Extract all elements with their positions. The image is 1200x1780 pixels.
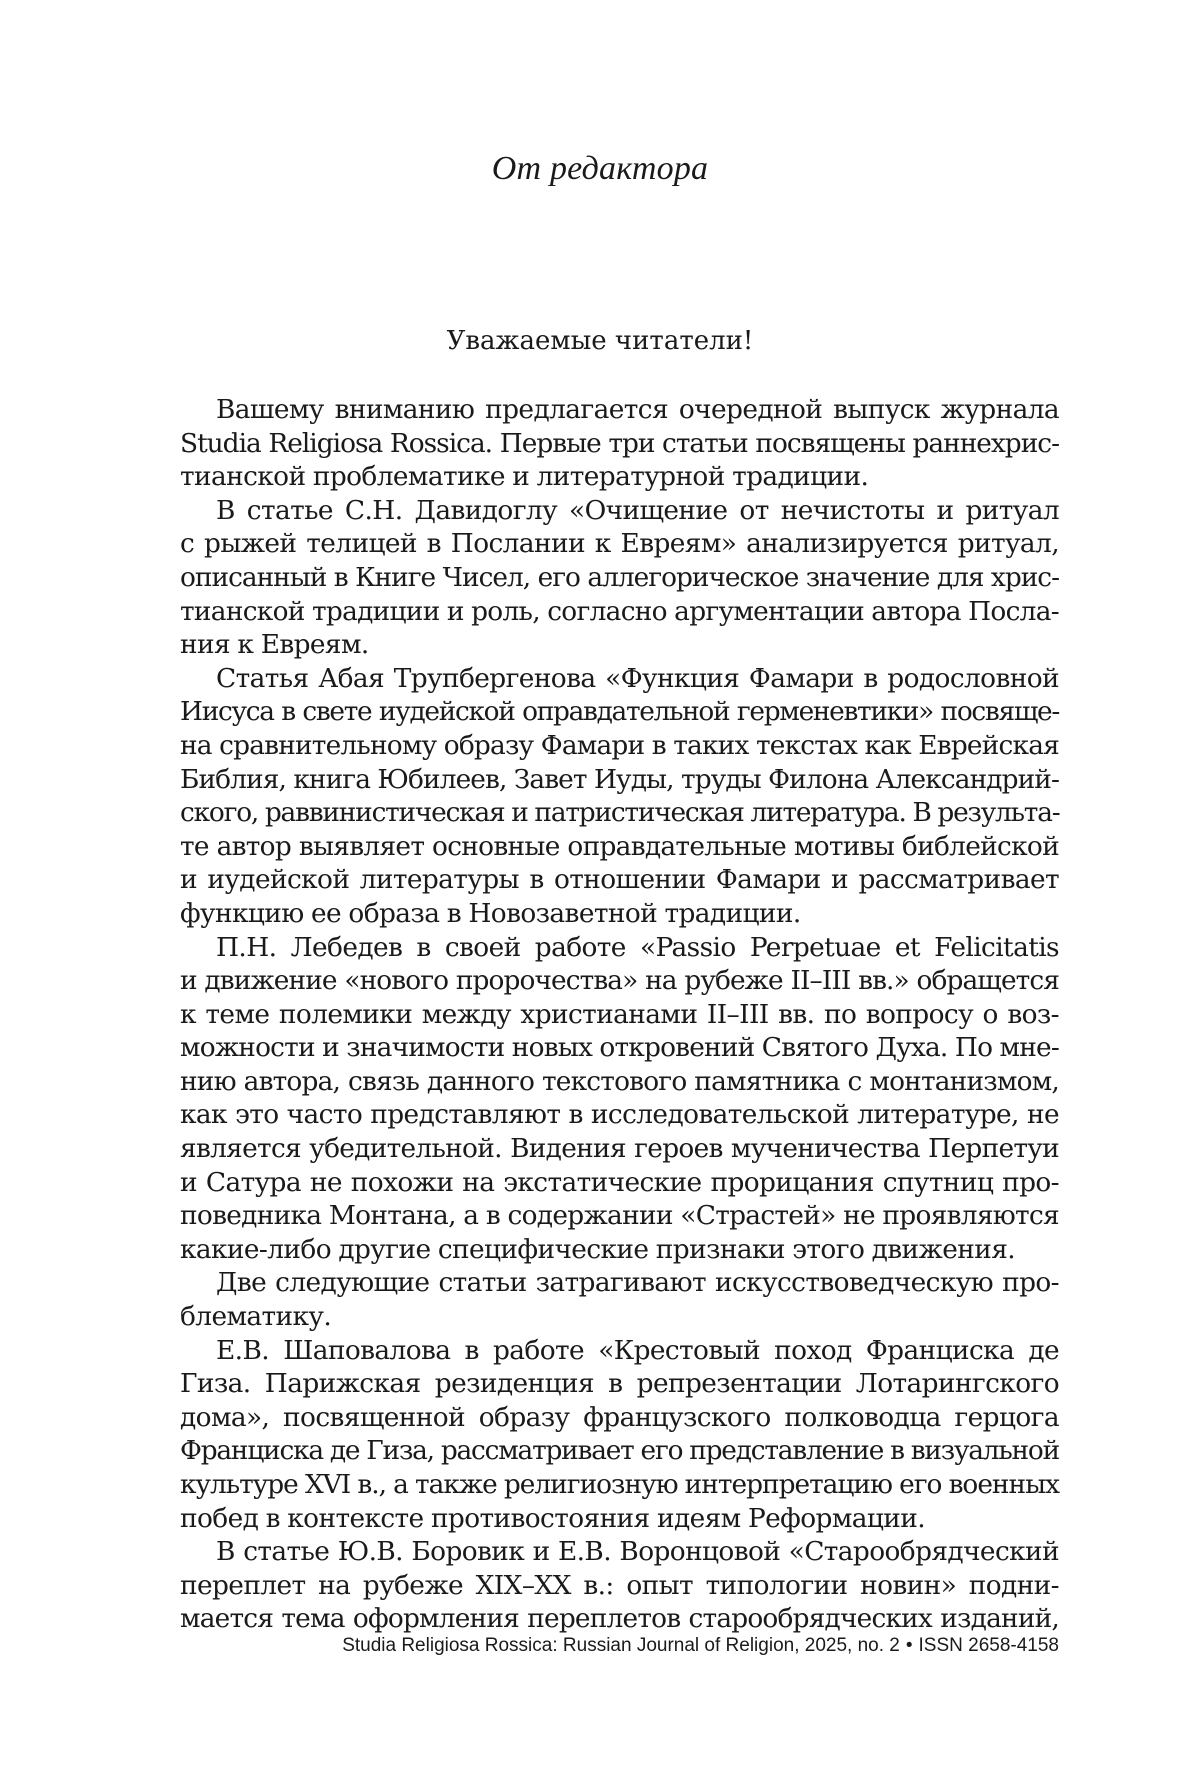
- footer-bullet-separator: •: [905, 1635, 913, 1656]
- paragraph-line: к теме полемики между христианами II–III вв. по вопросу о воз-: [180, 998, 1059, 1030]
- footer-journal-title: Studia Religiosa Rossica: Russian Journal of Religion, 2025, no. 2: [342, 1635, 900, 1656]
- paragraph-line: В статье С.Н. Давидоглу «Очищение от нечистоты и ритуал: [216, 494, 1059, 526]
- paragraph-line: дома», посвященной образу французского полководца герцога: [180, 1401, 1059, 1433]
- paragraph-line: с рыжей телицей в Послании к Евреям» анализируется ритуал,: [180, 528, 1059, 560]
- paragraph-line: те автор выявляет основные оправдательные мотивы библейской: [180, 830, 1059, 862]
- paragraph: [180, 1334, 1059, 1536]
- paragraph-line: и иудейской литературы в отношении Фамари и рассматривает: [180, 864, 1059, 896]
- paragraph-line: тианской традиции и роль, согласно аргументации автора Посла-: [180, 595, 1059, 627]
- paragraph: [180, 393, 1059, 494]
- paragraph-line: Статья Абая Трупбергенова «Функция Фамари в родословной: [216, 662, 1059, 694]
- running-footer: [180, 1635, 1059, 1657]
- paragraph-line: ния к Евреям.: [180, 629, 369, 661]
- paragraph-line: ского, раввинистическая и патристическая литература. В результа-: [180, 797, 1060, 829]
- paragraph-line: Е.В. Шаповалова в работе «Крестовый поход Франциска де: [216, 1334, 1059, 1366]
- paragraph-line: Иисуса в свете иудейской оправдательной герменевтики» посвяще-: [180, 696, 1059, 728]
- paragraph-line: В статье Ю.В. Боровик и Е.В. Воронцовой «Старообрядческий: [216, 1536, 1059, 1568]
- paragraph: [180, 1535, 1059, 1636]
- paragraph-line: можности и значимости новых откровений Святого Духа. По мне-: [180, 1032, 1059, 1064]
- paragraph: [180, 1266, 1059, 1333]
- paragraph-line: на сравнительному образу Фамари в таких текстах как Еврейская: [180, 729, 1059, 761]
- paragraph-line: поведника Монтана, а в содержании «Страстей» не проявляются: [180, 1200, 1059, 1232]
- paragraph-line: Франциска де Гиза, рассматривает его представление в визуальной: [180, 1435, 1059, 1467]
- paragraph-line: описанный в Книге Чисел, его аллегорическое значение для хрис-: [180, 561, 1059, 593]
- paragraph-line: как это часто представляют в исследовательской литературе, не: [180, 1099, 1059, 1131]
- paragraph-line: нию автора, связь данного текстового памятника с монтанизмом,: [180, 1065, 1059, 1097]
- paragraph-line: Studia Religiosa Rossica. Первые три статьи посвящены раннехрис-: [180, 427, 1059, 459]
- paragraph-line: и Сатура не похожи на экстатические прорицания спутниц про-: [180, 1166, 1059, 1198]
- paragraph-line: Гиза. Парижская резиденция в репрезентации Лотарингского: [180, 1368, 1059, 1400]
- paragraph-line: какие-либо другие специфические признаки этого движения.: [180, 1233, 1016, 1265]
- editorial-body: [180, 393, 1059, 1636]
- paragraph-line: Две следующие статьи затрагивают искусствоведческую про-: [216, 1267, 1059, 1299]
- paragraph: [180, 662, 1059, 931]
- paragraph-line: переплет на рубеже XIX–XX в.: опыт типологии новин» подни-: [180, 1569, 1059, 1601]
- paragraph-line: функцию ее образа в Новозаветной традиции.: [180, 897, 801, 929]
- paragraph-line: блематику.: [180, 1301, 332, 1333]
- paragraph-line: тианской проблематике и литературной традиции.: [180, 461, 869, 493]
- paragraph-line: мается тема оформления переплетов старообрядческих изданий,: [180, 1603, 1059, 1635]
- paragraph-line: Вашему вниманию предлагается очередной выпуск журнала: [216, 394, 1059, 425]
- paragraph-line: побед в контексте противостояния идеям Реформации.: [180, 1502, 926, 1534]
- paragraph-line: П.Н. Лебедев в своей работе «Passio Perpetuae et Felicitatis: [216, 931, 1059, 963]
- paragraph-line: и движение «нового пророчества» на рубеже II–III вв.» обращется: [180, 965, 1059, 997]
- paragraph-line: культуре XVI в., а также религиозную интерпретацию его военных: [180, 1469, 1059, 1500]
- salutation-heading: Уважаемые читатели!: [446, 326, 754, 356]
- footer-issn: ISSN 2658-4158: [918, 1635, 1059, 1656]
- paragraph: [180, 931, 1059, 1267]
- section-title: От редактора: [491, 150, 709, 187]
- paragraph: [180, 494, 1059, 662]
- paragraph-line: Библия, книга Юбилеев, Завет Иуды, труды Филона Александрий-: [180, 763, 1059, 795]
- paragraph-line: является убедительной. Видения героев мученичества Перпетуи: [180, 1133, 1059, 1165]
